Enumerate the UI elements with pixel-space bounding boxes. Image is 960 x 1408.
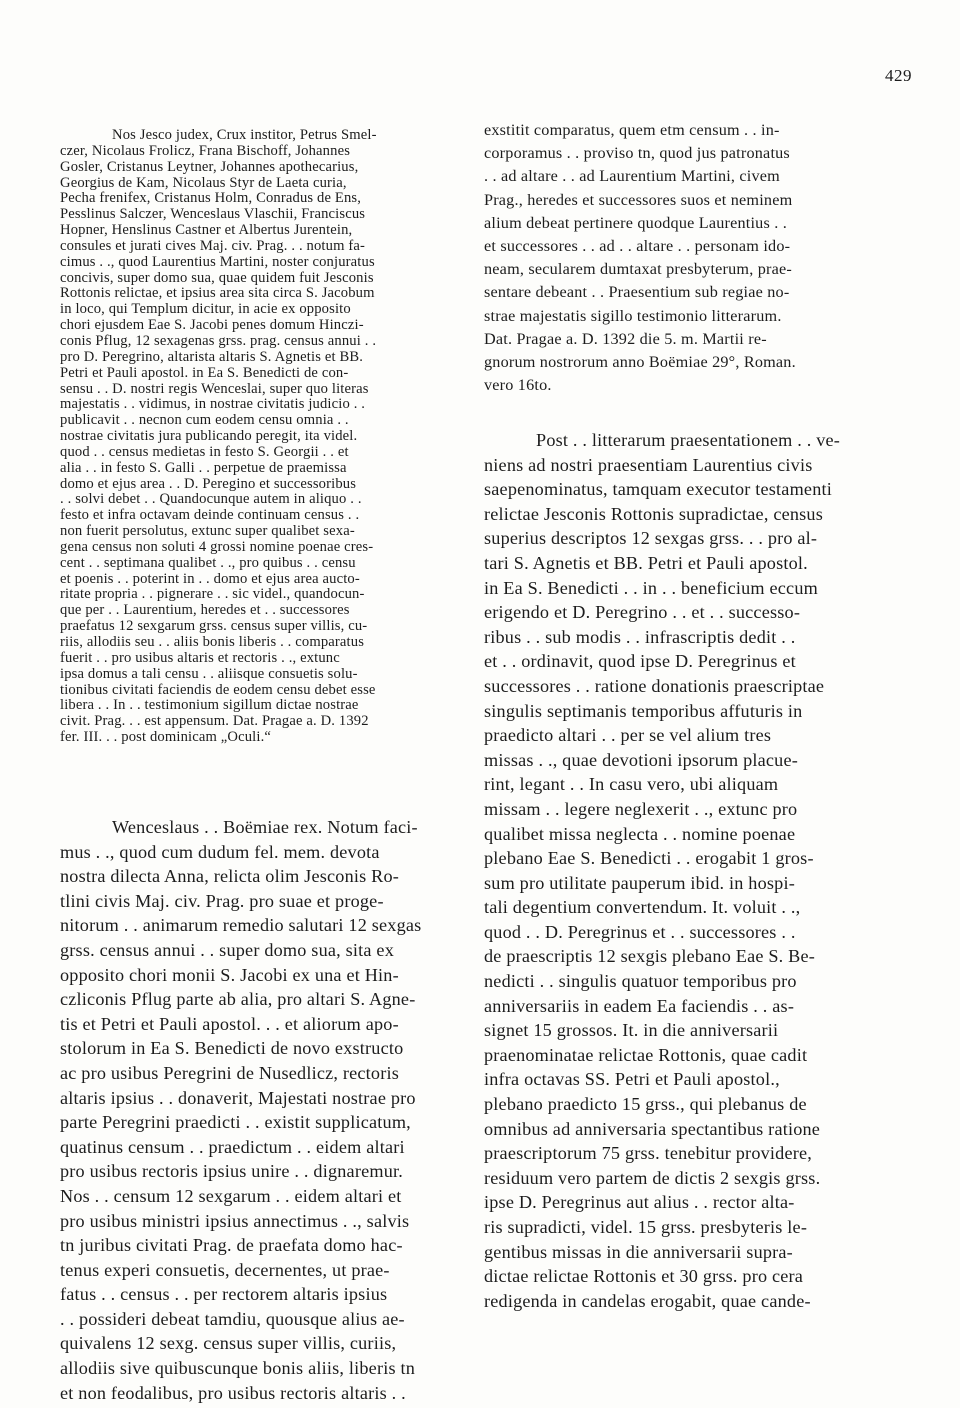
text-line: Hopner, Henslinus Castner et Albertus Jurentein, [60, 223, 353, 239]
text-line: qualibet missa neglecta . . nomine poenae [484, 823, 796, 844]
text-line: tenus experi consuetis, decernentes, ut prae- [60, 1259, 390, 1280]
text-line: de praescriptis 12 sexgis plebano Eae S. Be- [484, 946, 816, 967]
text-line: saepenominatus, tamquam executor testamenti [484, 479, 832, 500]
text-line: publicavit . . necnon cum eodem censu omnia . . [60, 413, 349, 429]
left-small-block [60, 128, 458, 746]
text-line: cimus . ., quod Laurentius Martini, noster conjuratus [60, 254, 375, 270]
text-line: Georgius de Kam, Nicolaus Styr de Laeta curia, [60, 175, 347, 191]
page-number: 429 [885, 66, 912, 85]
text-line: nitorum . . animarum remedio salutari 12 sexgas [60, 915, 422, 936]
text-line: conis Pflug, 12 sexagenas grss. prag. census annui . . [60, 333, 377, 349]
text-line: neam, secularem dumtaxat presbyterum, prae- [484, 260, 792, 279]
text-line: Petri et Pauli apostol. in Ea S. Benedicti de con- [60, 365, 349, 381]
right-mid-block [484, 119, 892, 397]
text-line: et poenis . . poterint in . . domo et ejus area aucto- [60, 571, 360, 587]
text-line: tlini civis Maj. civ. Prag. pro suae et proge- [60, 890, 384, 911]
text-line: corporamus . . proviso tn, quod jus patronatus [484, 144, 790, 163]
text-line: exstitit comparatus, quem etm censum . . in- [484, 121, 780, 139]
text-line: residuum vero partem de dictis 2 sexgis grss. [484, 1167, 821, 1188]
text-line: tali degentium convertendum. It. voluit . ., [484, 897, 801, 918]
text-line: tari S. Agnetis et BB. Petri et Pauli apostol. [484, 552, 808, 573]
text-line: rint, legant . . In casu vero, ubi aliquam [484, 774, 779, 795]
text-line: nostra dilecta Anna, relicta olim Jesconis Ro- [60, 866, 400, 887]
text-line: fer. III. . . post dominicam „Oculi.“ [60, 730, 272, 746]
text-line: singulis septimanis temporibus affuturis in [484, 700, 803, 721]
text-line: opposito chori monii S. Jacobi ex una et Hin- [60, 964, 399, 985]
text-line: Gosler, Cristanus Leytner, Johannes apothecarius, [60, 159, 359, 175]
text-line: . . solvi debet . . Quandocunque autem in aliquo . . [60, 492, 362, 508]
text-line: superius descriptos 12 sexgas grss. . . pro al- [484, 528, 818, 549]
text-line: et non feodalibus, pro usibus rectoris altaris . . [60, 1382, 406, 1403]
text-line: signet 15 grossos. It. in die anniversarii [484, 1020, 779, 1041]
text-line: mus . ., quod cum dudum fel. mem. devota [60, 841, 380, 862]
text-line: praescriptorum 75 grss. tenebitur providere, [484, 1143, 812, 1164]
text-line: . . possideri debeat tamdiu, quousque alius ae- [60, 1308, 405, 1329]
text-line: infra octavas SS. Petri et Pauli apostol., [484, 1069, 780, 1090]
text-line: et successores . . ad . . altare . . personam ido- [484, 236, 791, 255]
text-line: domo et ejus area . . D. Peregino et successoribus [60, 476, 357, 492]
text-line: Wenceslaus . . Boëmiae rex. Notum faci- [112, 817, 418, 837]
text-line: missas . ., quae devotioni ipsorum placue- [484, 749, 798, 770]
text-line: quod . . D. Peregrinus et . . successores . . [484, 921, 796, 942]
text-line: Rottonis relictae, et ipsius area sita circa S. Jacobum [60, 286, 375, 302]
text-line: anniversariis in eadem Ea faciendis . . as- [484, 995, 795, 1016]
text-line: dictae relictae Rottonis et 30 grss. pro cera [484, 1266, 804, 1287]
text-line: sensu . . D. nostri regis Wenceslai, super quo literas [60, 381, 369, 397]
text-line: chori ejusdem Eae S. Jacobi penes domum Hinczi- [60, 318, 364, 334]
text-line: Post . . litterarum praesentationem . . ve- [536, 430, 841, 450]
text-line: sentare debeant . . Praesentium sub regiae no- [484, 283, 790, 302]
text-line: successores . . ratione donationis praescriptae [484, 675, 825, 696]
text-line: Pesslinus Salczer, Wenceslaus Vlaschii, Franciscus [60, 207, 366, 223]
text-line: ritate propria . . pignerare . . sic videl., quandocun- [60, 587, 365, 603]
text-line: nostrae civitatis jura publicando peregit, ita videl. [60, 429, 358, 445]
text-line: alium debeat pertinere quodque Laurentius . . [484, 213, 787, 232]
text-line: gnorum nostrorum anno Boëmiae 29°, Roman. [484, 352, 796, 371]
text-line: parte Peregrini praedicti . . existit supplicatum, [60, 1112, 411, 1133]
text-line: praedicto altari . . per se vel alium tres [484, 725, 772, 746]
text-line: ris supradicti, videl. 15 grss. presbyteris le- [484, 1217, 808, 1237]
text-line: pro usibus ministri ipsius annectimus . ., salvis [60, 1210, 410, 1231]
text-line: Pecha frenifex, Cristanus Holm, Conradus de Ens, [60, 191, 362, 207]
text-line: civit. Prag. . . est appensum. Dat. Pragae a. D. 1392 [60, 714, 369, 730]
text-line: niens ad nostri praesentiam Laurentius civis [484, 454, 813, 475]
text-line: ipsa domus a tali censu . . aliisque consuetis solu- [60, 666, 358, 682]
text-line: quatinus censum . . praedictum . . eidem altari [60, 1136, 405, 1157]
text-line: strae majestatis sigillo testimonio litterarum. [484, 306, 782, 325]
text-line: Dat. Pragae a. D. 1392 die 5. m. Martii re- [484, 329, 767, 348]
text-line: cent . . septimana qualibet . ., pro quibus . . censu [60, 555, 356, 571]
text-line: quod . . census medietas in festo S. Georgii . . et [60, 444, 349, 460]
text-line: pro usibus rectoris ipsius unire . . dignaremur. [60, 1161, 403, 1182]
text-line: tionibus civitati faciendis de eodem censu debet esse [60, 682, 376, 698]
text-line: Nos . . censum 12 sexgarum . . eidem altari et [60, 1185, 402, 1206]
text-line: consules et jurati cives Maj. civ. Prag. . . notum fa- [60, 238, 366, 254]
text-line: omnibus ad anniversaria spectantibus ratione [484, 1118, 821, 1139]
text-line: relictae Jesconis Rottonis supradictae, census [484, 503, 824, 524]
text-line: praenominatae relictae Rottonis, quae cadit [484, 1044, 808, 1065]
text-line: . . ad altare . . ad Laurentium Martini, civem [484, 167, 780, 186]
text-line: concivis, super domo sua, quae quidem fuit Jesconis [60, 270, 374, 286]
text-line: pro D. Peregrino, altarista altaris S. Agnetis et BB. [60, 349, 364, 365]
text-line: et . . ordinavit, quod ipse D. Peregrinus et [484, 651, 796, 672]
left-large-block [60, 815, 458, 1405]
text-line: grss. census annui . . super domo sua, sita ex [60, 939, 394, 960]
text-line: majestatis . . vidimus, in nostrae civitatis judicio . . [60, 397, 366, 413]
text-line: vero 16to. [484, 376, 552, 395]
text-line: gentibus missas in die anniversarii supra- [484, 1241, 793, 1262]
text-line: Prag., heredes et successores suos et neminem [484, 190, 793, 209]
text-line: quivalens 12 sexg. census super villis, curiis, [60, 1333, 397, 1354]
text-line: festo et infra octavam deinde continuam census . . [60, 508, 360, 524]
text-line: in Ea S. Benedicti . . in . . beneficium eccum [484, 577, 818, 598]
text-line: Nos Jesco judex, Crux institor, Petrus Smel- [112, 128, 377, 143]
text-line: gena census non soluti 4 grossi nomine poenae cres- [60, 539, 374, 555]
text-line: alia . . in festo S. Galli . . perpetue de praemissa [60, 460, 347, 476]
text-line: erigendo et D. Peregrino . . et . . successo- [484, 602, 801, 623]
text-line: plebano Eae S. Benedicti . . erogabit 1 gros- [484, 848, 814, 869]
text-line: ipse D. Peregrinus aut alius . . rector alta- [484, 1192, 795, 1213]
text-line: que per . . Laurentium, heredes et . . successores [60, 603, 350, 619]
text-line: fatus . . census . . per rectorem altaris ipsius [60, 1284, 388, 1305]
text-line: in loco, qui Templum dicitur, in acie ex opposito [60, 302, 351, 318]
text-line: nedicti . . singulis quatuor temporibus pro [484, 971, 797, 992]
text-line: allodiis sive quibuscunque bonis aliis, liberis tn [60, 1358, 416, 1379]
text-line: tn juribus civitati Prag. de praefata domo hac- [60, 1235, 403, 1256]
text-line: ribus . . sub modis . . infrascriptis dedit . . [484, 626, 796, 647]
text-line: altaris ipsius . . donaverit, Majestati nostrae pro [60, 1087, 416, 1108]
text-line: stolorum in Ea S. Benedicti de novo exstructo [60, 1038, 404, 1059]
text-line: praefatus 12 sexgarum grss. census super villis, cu- [60, 619, 368, 635]
text-line: non fuerit persolutus, extunc super qualibet sexa- [60, 524, 355, 540]
text-line: czer, Nicolaus Frolicz, Frana Bischoff, Johannes [60, 143, 351, 159]
text-line: missam . . legere neglexerit . ., extunc pro [484, 798, 798, 819]
text-line: fuerit . . pro usibus altaris et rectoris . ., extunc [60, 650, 340, 666]
text-line: sum pro utilitate pauperum ibid. in hospi- [484, 872, 795, 893]
text-line: czliconis Pflug parte ab alia, pro altari S. Agne- [60, 989, 416, 1010]
text-line: redigenda in candelas erogabit, quae cande- [484, 1290, 811, 1311]
text-line: ac pro usibus Peregrini de Nusedlicz, rectoris [60, 1062, 399, 1083]
text-line: plebano praedicto 15 grss., qui plebanus de [484, 1094, 807, 1115]
right-large-block [484, 428, 892, 1313]
text-line: tis et Petri et Pauli apostol. . . et aliorum apo- [60, 1013, 399, 1034]
text-line: libera . . In . . testimonium sigillum dictae nostrae [60, 698, 359, 714]
text-line: riis, allodiis seu . . aliis bonis liberis . . comparatus [60, 635, 365, 650]
